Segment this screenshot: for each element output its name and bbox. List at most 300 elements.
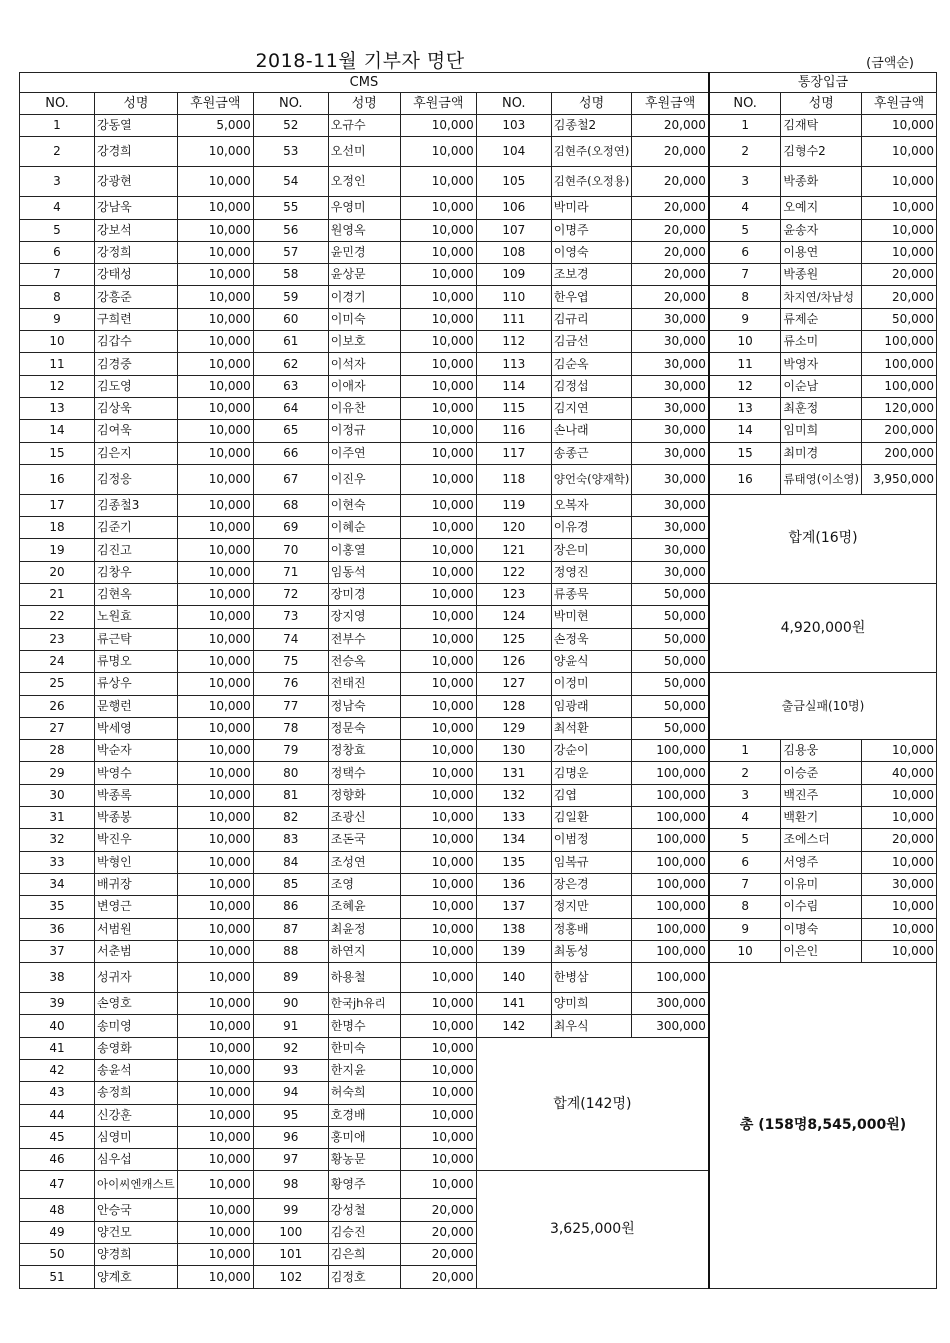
cms-entry-amount: 100,000: [632, 963, 709, 993]
cms-entry-amount: 10,000: [177, 197, 253, 219]
cms-entry-no: 118: [476, 464, 551, 494]
cms-entry-name: 정택수: [328, 762, 400, 784]
cms-entry-amount: 20,000: [632, 241, 709, 263]
cms-entry-amount: 10,000: [177, 442, 253, 464]
cms-entry-amount: 20,000: [632, 137, 709, 167]
failed-entry-no: 6: [709, 851, 781, 873]
cms-entry-amount: 10,000: [177, 308, 253, 330]
cms-entry-amount: 10,000: [400, 137, 476, 167]
cms-entry-no: 135: [476, 851, 551, 873]
cms-entry-name: 오규수: [328, 115, 400, 137]
cms-entry-amount: 10,000: [400, 494, 476, 516]
cms-entry-no: 30: [20, 784, 95, 806]
cms-entry-no: 120: [476, 517, 551, 539]
cms-entry-amount: 10,000: [177, 829, 253, 851]
bank-entry-name: 김형수2: [781, 137, 862, 167]
cms-entry-amount: 10,000: [177, 1015, 253, 1037]
cms-entry-amount: 10,000: [400, 1015, 476, 1037]
bank-entry-no: 1: [709, 115, 781, 137]
cms-entry-amount: 20,000: [400, 1244, 476, 1266]
cms-entry-no: 9: [20, 308, 95, 330]
failed-entry-amount: 10,000: [862, 807, 937, 829]
cms-entry-name: 이유경: [551, 517, 632, 539]
cms-entry-name: 김진고: [95, 539, 178, 561]
cms-entry-amount: 100,000: [632, 740, 709, 762]
cms-entry-amount: 100,000: [632, 896, 709, 918]
cms-entry-name: 박순자: [95, 740, 178, 762]
cms-entry-name: 조영: [328, 873, 400, 895]
cms-entry-name: 전승옥: [328, 650, 400, 672]
cms-entry-name: 한지윤: [328, 1059, 400, 1081]
cms-entry-name: 김현주(오정연): [551, 137, 632, 167]
cms-entry-no: 88: [253, 940, 328, 962]
table-row: [20, 807, 937, 829]
cms-entry-name: 이미숙: [328, 308, 400, 330]
cms-entry-amount: 10,000: [177, 167, 253, 197]
cms-entry-no: 57: [253, 241, 328, 263]
cms-entry-no: 76: [253, 673, 328, 695]
cms-entry-amount: 20,000: [632, 197, 709, 219]
bank-entry-no: 4: [709, 197, 781, 219]
cms-entry-no: 89: [253, 963, 328, 993]
cms-entry-name: 이명주: [551, 219, 632, 241]
cms-entry-no: 28: [20, 740, 95, 762]
cms-entry-no: 79: [253, 740, 328, 762]
cms-entry-no: 19: [20, 539, 95, 561]
table-row: [20, 873, 937, 895]
failed-entry-no: 3: [709, 784, 781, 806]
table-row: [20, 442, 937, 464]
cms-entry-amount: 10,000: [400, 940, 476, 962]
cms-entry-name: 정창효: [328, 740, 400, 762]
failed-entry-amount: 30,000: [862, 873, 937, 895]
cms-entry-no: 73: [253, 606, 328, 628]
cms-entry-amount: 10,000: [400, 286, 476, 308]
cms-entry-name: 김승진: [328, 1221, 400, 1243]
cms-entry-name: 김정호: [328, 1266, 400, 1288]
cms-entry-amount: 10,000: [400, 993, 476, 1015]
cms-entry-no: 96: [253, 1126, 328, 1148]
cms-entry-no: 60: [253, 308, 328, 330]
cms-entry-amount: 10,000: [400, 740, 476, 762]
cms-entry-name: 이경기: [328, 286, 400, 308]
cms-entry-name: 윤민경: [328, 241, 400, 263]
cms-entry-amount: 10,000: [400, 167, 476, 197]
table-row: [20, 940, 937, 962]
cms-entry-no: 108: [476, 241, 551, 263]
cms-entry-no: 54: [253, 167, 328, 197]
cms-entry-name: 심우섭: [95, 1149, 178, 1171]
cms-entry-name: 이범정: [551, 829, 632, 851]
cms-entry-no: 41: [20, 1037, 95, 1059]
bank-entry-name: 박종화: [781, 167, 862, 197]
cms-entry-name: 신강훈: [95, 1104, 178, 1126]
cms-entry-amount: 30,000: [632, 331, 709, 353]
cms-entry-amount: 100,000: [632, 807, 709, 829]
cms-entry-name: 한우엽: [551, 286, 632, 308]
failed-entry-name: 서영주: [781, 851, 862, 873]
cms-entry-name: 양경희: [95, 1244, 178, 1266]
cms-entry-amount: 100,000: [632, 940, 709, 962]
cms-entry-amount: 100,000: [632, 873, 709, 895]
cms-entry-name: 류근탁: [95, 628, 178, 650]
page-title: 2018-11월 기부자 명단: [255, 50, 465, 72]
cms-entry-name: 우영미: [328, 197, 400, 219]
header-name: 성명: [551, 93, 632, 115]
cms-entry-no: 112: [476, 331, 551, 353]
cms-entry-name: 김현옥: [95, 584, 178, 606]
cms-entry-no: 64: [253, 397, 328, 419]
cms-entry-amount: 10,000: [400, 219, 476, 241]
cms-entry-amount: 10,000: [400, 197, 476, 219]
cms-entry-amount: 10,000: [400, 241, 476, 263]
cms-entry-no: 23: [20, 628, 95, 650]
cms-entry-no: 80: [253, 762, 328, 784]
bank-entry-amount: 10,000: [862, 137, 937, 167]
cms-entry-name: 이애자: [328, 375, 400, 397]
cms-entry-amount: 10,000: [400, 375, 476, 397]
cms-entry-amount: 10,000: [177, 375, 253, 397]
cms-entry-name: 강동열: [95, 115, 178, 137]
cms-entry-no: 126: [476, 650, 551, 672]
cms-entry-name: 김창우: [95, 561, 178, 583]
cms-entry-name: 이현숙: [328, 494, 400, 516]
header-name: 성명: [328, 93, 400, 115]
cms-entry-no: 132: [476, 784, 551, 806]
cms-total-label: 합계(142명): [476, 1037, 709, 1171]
cms-entry-no: 59: [253, 286, 328, 308]
cms-entry-no: 36: [20, 918, 95, 940]
cms-entry-name: 김상욱: [95, 397, 178, 419]
cms-entry-no: 66: [253, 442, 328, 464]
cms-entry-amount: 10,000: [400, 762, 476, 784]
failed-entry-name: 백진주: [781, 784, 862, 806]
table-row: [20, 264, 937, 286]
cms-entry-amount: 100,000: [632, 918, 709, 940]
table-row: [20, 464, 937, 494]
cms-entry-amount: 10,000: [177, 993, 253, 1015]
cms-entry-name: 한미숙: [328, 1037, 400, 1059]
cms-entry-name: 손나래: [551, 420, 632, 442]
cms-entry-no: 17: [20, 494, 95, 516]
cms-entry-name: 손정욱: [551, 628, 632, 650]
failed-entry-name: 이명숙: [781, 918, 862, 940]
cms-entry-no: 13: [20, 397, 95, 419]
bank-entry-amount: 10,000: [862, 167, 937, 197]
cms-entry-name: 김종철2: [551, 115, 632, 137]
cms-entry-amount: 20,000: [632, 264, 709, 286]
cms-entry-amount: 10,000: [400, 918, 476, 940]
cms-entry-no: 74: [253, 628, 328, 650]
bank-total-label: 합계(16명): [709, 494, 937, 583]
cms-entry-name: 정홍배: [551, 918, 632, 940]
cms-entry-no: 119: [476, 494, 551, 516]
cms-entry-amount: 30,000: [632, 353, 709, 375]
cms-entry-no: 142: [476, 1015, 551, 1037]
cms-entry-no: 68: [253, 494, 328, 516]
failed-entry-name: 이유미: [781, 873, 862, 895]
cms-entry-name: 박형인: [95, 851, 178, 873]
cms-entry-no: 125: [476, 628, 551, 650]
cms-entry-no: 42: [20, 1059, 95, 1081]
header-no: NO.: [253, 93, 328, 115]
bank-entry-amount: 20,000: [862, 286, 937, 308]
cms-entry-no: 18: [20, 517, 95, 539]
cms-entry-amount: 10,000: [400, 807, 476, 829]
failed-entry-amount: 40,000: [862, 762, 937, 784]
cms-entry-no: 129: [476, 717, 551, 739]
cms-entry-no: 21: [20, 584, 95, 606]
table-row: [20, 829, 937, 851]
cms-entry-name: 강남욱: [95, 197, 178, 219]
cms-entry-name: 박미라: [551, 197, 632, 219]
cms-entry-name: 류종묵: [551, 584, 632, 606]
cms-entry-amount: 10,000: [177, 1149, 253, 1171]
cms-entry-no: 90: [253, 993, 328, 1015]
cms-entry-name: 송종근: [551, 442, 632, 464]
cms-entry-amount: 10,000: [177, 1126, 253, 1148]
cms-entry-no: 24: [20, 650, 95, 672]
cms-entry-amount: 10,000: [177, 286, 253, 308]
cms-entry-no: 62: [253, 353, 328, 375]
bank-entry-amount: 10,000: [862, 197, 937, 219]
cms-entry-no: 44: [20, 1104, 95, 1126]
cms-entry-no: 103: [476, 115, 551, 137]
cms-entry-amount: 50,000: [632, 650, 709, 672]
cms-entry-no: 16: [20, 464, 95, 494]
cms-entry-amount: 10,000: [400, 561, 476, 583]
cms-entry-no: 5: [20, 219, 95, 241]
cms-entry-amount: 10,000: [177, 896, 253, 918]
cms-entry-name: 조돈국: [328, 829, 400, 851]
bank-entry-name: 박영자: [781, 353, 862, 375]
cms-entry-no: 67: [253, 464, 328, 494]
failed-entry-no: 9: [709, 918, 781, 940]
cms-entry-amount: 30,000: [632, 561, 709, 583]
cms-entry-name: 박영수: [95, 762, 178, 784]
cms-entry-no: 52: [253, 115, 328, 137]
cms-entry-amount: 10,000: [400, 517, 476, 539]
cms-entry-name: 송미영: [95, 1015, 178, 1037]
cms-entry-no: 95: [253, 1104, 328, 1126]
bank-entry-no: 10: [709, 331, 781, 353]
cms-entry-amount: 20,000: [400, 1221, 476, 1243]
cms-entry-name: 하연지: [328, 940, 400, 962]
cms-entry-name: 장미경: [328, 584, 400, 606]
bank-entry-no: 9: [709, 308, 781, 330]
bank-entry-name: 윤송자: [781, 219, 862, 241]
failed-entry-amount: 10,000: [862, 851, 937, 873]
cms-entry-amount: 30,000: [632, 517, 709, 539]
cms-entry-name: 김정섭: [551, 375, 632, 397]
cms-entry-no: 61: [253, 331, 328, 353]
failed-entry-name: 김용웅: [781, 740, 862, 762]
failed-entry-amount: 10,000: [862, 940, 937, 962]
section-cms: CMS: [20, 73, 709, 93]
cms-entry-name: 원영옥: [328, 219, 400, 241]
cms-entry-name: 황농문: [328, 1149, 400, 1171]
cms-entry-no: 2: [20, 137, 95, 167]
cms-entry-no: 133: [476, 807, 551, 829]
cms-entry-name: 김명운: [551, 762, 632, 784]
cms-entry-name: 김은지: [95, 442, 178, 464]
cms-entry-no: 100: [253, 1221, 328, 1243]
cms-entry-no: 33: [20, 851, 95, 873]
cms-entry-amount: 20,000: [400, 1266, 476, 1288]
bank-entry-amount: 10,000: [862, 241, 937, 263]
cms-entry-name: 정문숙: [328, 717, 400, 739]
cms-entry-name: 김지연: [551, 397, 632, 419]
cms-entry-name: 강흥준: [95, 286, 178, 308]
cms-entry-amount: 10,000: [400, 442, 476, 464]
cms-entry-no: 22: [20, 606, 95, 628]
cms-entry-amount: 30,000: [632, 494, 709, 516]
cms-entry-name: 구희련: [95, 308, 178, 330]
table-row: [20, 353, 937, 375]
cms-entry-amount: 10,000: [177, 1082, 253, 1104]
cms-entry-no: 70: [253, 539, 328, 561]
cms-entry-name: 이유찬: [328, 397, 400, 419]
cms-entry-amount: 10,000: [177, 264, 253, 286]
cms-entry-no: 45: [20, 1126, 95, 1148]
cms-entry-no: 32: [20, 829, 95, 851]
cms-entry-name: 조광신: [328, 807, 400, 829]
bank-entry-no: 5: [709, 219, 781, 241]
cms-entry-amount: 10,000: [400, 331, 476, 353]
failed-entry-amount: 10,000: [862, 740, 937, 762]
cms-entry-name: 장은미: [551, 539, 632, 561]
cms-entry-amount: 10,000: [177, 1037, 253, 1059]
section-bank: 통장입금: [709, 73, 937, 93]
cms-entry-name: 전태진: [328, 673, 400, 695]
cms-entry-amount: 10,000: [177, 1244, 253, 1266]
cms-entry-name: 배귀장: [95, 873, 178, 895]
cms-entry-no: 121: [476, 539, 551, 561]
cms-entry-no: 127: [476, 673, 551, 695]
cms-entry-name: 김여욱: [95, 420, 178, 442]
cms-entry-no: 141: [476, 993, 551, 1015]
cms-entry-no: 26: [20, 695, 95, 717]
cms-entry-name: 박종록: [95, 784, 178, 806]
cms-entry-no: 75: [253, 650, 328, 672]
bank-entry-amount: 3,950,000: [862, 464, 937, 494]
cms-entry-no: 111: [476, 308, 551, 330]
cms-entry-amount: 10,000: [177, 584, 253, 606]
header-no: NO.: [476, 93, 551, 115]
cms-entry-no: 40: [20, 1015, 95, 1037]
cms-entry-amount: 50,000: [632, 628, 709, 650]
cms-entry-no: 91: [253, 1015, 328, 1037]
table-row: [20, 918, 937, 940]
cms-entry-no: 7: [20, 264, 95, 286]
cms-entry-name: 최석환: [551, 717, 632, 739]
cms-entry-name: 박진우: [95, 829, 178, 851]
cms-entry-amount: 10,000: [400, 673, 476, 695]
cms-entry-no: 37: [20, 940, 95, 962]
cms-entry-name: 송정희: [95, 1082, 178, 1104]
table-row: [20, 308, 937, 330]
cms-entry-name: 이보호: [328, 331, 400, 353]
cms-total-amount: 3,625,000원: [476, 1171, 709, 1288]
failed-entry-no: 2: [709, 762, 781, 784]
cms-entry-amount: 10,000: [177, 561, 253, 583]
cms-entry-name: 이주연: [328, 442, 400, 464]
cms-entry-amount: 10,000: [400, 115, 476, 137]
cms-entry-name: 이홍열: [328, 539, 400, 561]
table-row: [20, 963, 937, 993]
cms-entry-no: 56: [253, 219, 328, 241]
cms-entry-name: 김경중: [95, 353, 178, 375]
cms-entry-amount: 20,000: [632, 219, 709, 241]
cms-entry-name: 서범원: [95, 918, 178, 940]
cms-entry-amount: 10,000: [400, 1082, 476, 1104]
failed-entry-no: 1: [709, 740, 781, 762]
cms-entry-name: 조보경: [551, 264, 632, 286]
cms-entry-no: 39: [20, 993, 95, 1015]
cms-entry-name: 이석자: [328, 353, 400, 375]
cms-entry-no: 87: [253, 918, 328, 940]
bank-entry-amount: 120,000: [862, 397, 937, 419]
bank-entry-amount: 200,000: [862, 442, 937, 464]
table-row: [20, 115, 937, 137]
bank-entry-amount: 200,000: [862, 420, 937, 442]
bank-entry-amount: 100,000: [862, 375, 937, 397]
cms-entry-name: 송영화: [95, 1037, 178, 1059]
cms-entry-amount: 10,000: [400, 353, 476, 375]
cms-entry-amount: 30,000: [632, 464, 709, 494]
cms-entry-no: 12: [20, 375, 95, 397]
cms-entry-name: 심영미: [95, 1126, 178, 1148]
cms-entry-name: 강성철: [328, 1199, 400, 1221]
cms-entry-name: 이정규: [328, 420, 400, 442]
bank-entry-amount: 10,000: [862, 219, 937, 241]
cms-entry-name: 김순옥: [551, 353, 632, 375]
cms-entry-no: 81: [253, 784, 328, 806]
cms-entry-amount: 10,000: [177, 1104, 253, 1126]
cms-entry-name: 최우식: [551, 1015, 632, 1037]
cms-entry-no: 3: [20, 167, 95, 197]
cms-entry-name: 아이씨엔캐스트: [95, 1171, 178, 1199]
cms-entry-amount: 10,000: [177, 1059, 253, 1081]
cms-entry-name: 노원효: [95, 606, 178, 628]
cms-entry-name: 강정희: [95, 241, 178, 263]
table-row: [20, 494, 937, 516]
cms-entry-amount: 10,000: [400, 1126, 476, 1148]
cms-entry-no: 51: [20, 1266, 95, 1288]
table-row: [20, 584, 937, 606]
cms-entry-amount: 10,000: [177, 940, 253, 962]
cms-entry-name: 김엽: [551, 784, 632, 806]
bank-entry-name: 류태영(이소영): [781, 464, 862, 494]
bank-entry-amount: 100,000: [862, 331, 937, 353]
table-row: [20, 762, 937, 784]
cms-entry-amount: 10,000: [400, 1171, 476, 1199]
failed-entry-no: 7: [709, 873, 781, 895]
cms-entry-name: 한국jh유리: [328, 993, 400, 1015]
cms-entry-amount: 10,000: [400, 963, 476, 993]
cms-entry-no: 43: [20, 1082, 95, 1104]
cms-entry-name: 오정인: [328, 167, 400, 197]
cms-entry-amount: 30,000: [632, 308, 709, 330]
cms-entry-no: 102: [253, 1266, 328, 1288]
cms-entry-name: 장지영: [328, 606, 400, 628]
cms-entry-amount: 10,000: [177, 1266, 253, 1288]
cms-entry-amount: 50,000: [632, 606, 709, 628]
bank-entry-name: 임미희: [781, 420, 862, 442]
cms-entry-no: 53: [253, 137, 328, 167]
bank-entry-no: 11: [709, 353, 781, 375]
cms-entry-amount: 300,000: [632, 993, 709, 1015]
